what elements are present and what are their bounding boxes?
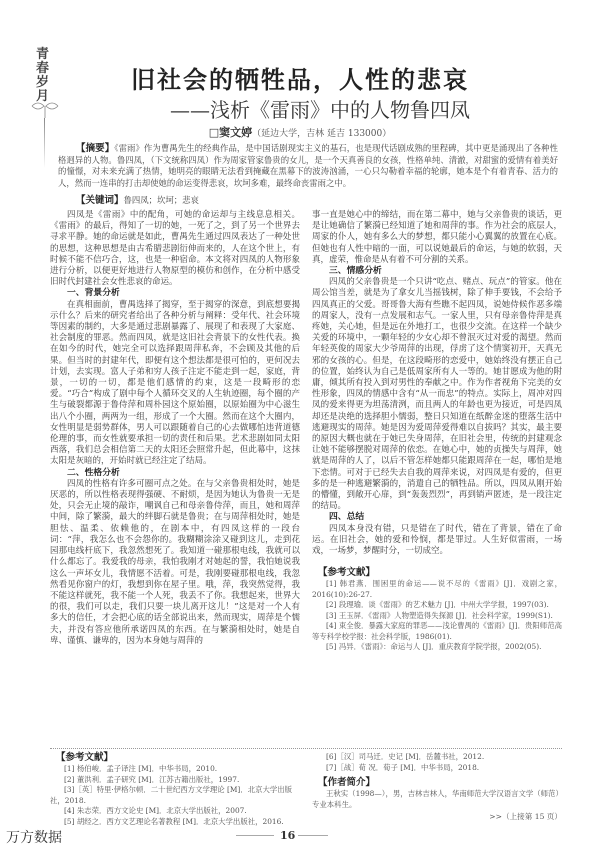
divider — [50, 748, 562, 749]
abstract-text: 《雷雨》作为曹禺先生的经典作品，是中国话剧现实主义的基石，也是现代话剧成熟的里程碑，其中更是涌现出了各种性格迥异的人物。鲁四凤，（下文统称四凤）作为周家管家鲁贵的女儿，是一个天真善良的女孩，性格单纯、清澈，对甜蜜的爱情有着美好的憧憬，对未来充满了热情，她明亮的眼睛无法看到掩藏在黑幕下的波涛汹涌，一心只勾勒着幸福的轮廓，她本是个有着青春、活力的人，然而一连串的打击却使她的命运变得悲哀，坎坷多难，最终命丧雷雨之中。 — [58, 143, 558, 188]
references-heading: 【参考文献】 — [56, 752, 114, 763]
reference-item: [7]［战］荀 况．荀子 [M]．中华书局，2018. — [326, 762, 480, 772]
reference-item: [5] 胡经之．西方文艺理论名著教程 [M]．北京大学出版社，2016. — [64, 816, 284, 826]
paragraph: 四凤的父亲鲁贵是一个只讲“吃点、赌点、玩点”的管家。他在周公馆当差，就是为了拿女儿当摇钱树，除了伸手要钱，不会给予四凤真正的父爱。哥哥鲁大海有些瞧不起四凤，说她侍候作恶多端的周家人，没有一点发展和志气。一家人里，只有母亲鲁侍萍是真疼她，关心她，但是远在外地打工，也很少交流。在这样一个缺少关爱的环境中，一颗年轻的少女心却不曾泯灭过对爱的渴望。然而年轻英俊的周家大少爷周萍的出现，俘虏了这个情窦初开，天真无邪的女孩的心。但是，在这段畸形的恋爱中，她始终没有摆正自己的位置，始终认为自己是低周家所有人一等的。她甘愿成为他的附庸，倾其所有投入到对男性的奉献之中。作为作者视角下完美的女性形象，四凤的情感中含有“从一而忠”的特点。实际上，周冲对四凤的爱来得更为坦荡清洌，而且两人的年龄也更为接近，可是四凤却还是决绝的选择胆小懦弱，整日只知道在纸醉金迷的堕落生活中逃避现实的周萍。她是因为爱周萍爱得难以自拔吗？其实，最主要的原因大概也就在于她已失身周萍，在旧社会里，传统的封建观念让她不能够摆脱对周萍的依恋。在她心中，她的贞操失与周萍，她就是周萍的人了，以后不管怎样她都只能跟周萍在一起，哪怕是地下恋情。可对于已经失去自我的周萍来说，对四凤是有爱的，但更多的是一种逃避繁漪的，消遣自己的牺牲品。所以，四凤从刚开始的懵懂，到敞开心扉，到“轰轰烈烈”，再到销声匿迹，是一段注定的结局。 — [312, 277, 562, 512]
section-heading: 四、总结 — [329, 512, 365, 523]
page-number-rule — [298, 835, 328, 836]
left-column — [50, 210, 300, 647]
reference-item: [6]［汉］司马迁．史记 [M]．岳麓书社，2012. — [326, 752, 485, 761]
affiliation: （延边大学，吉林 延吉 133000） — [252, 129, 392, 139]
paragraph: 四凤是《雷雨》中的配角，可她的命运却与主线息息相关。《雷雨》的最后，得知了一切的她，一死了之，到了另一个世界去寻求平静。她的命运就是如此，曹禺先生通过四凤表达了一种处世的思想，这种思想是由古希腊悲剧衍伸而来的，人在这个世上，有时候不能不信巧合，这，也是一种宿命。本文将对四凤的人物形象进行分析，以便更好地进行人物原型的模仿和创作，在分析中感受旧时代封建社会女性悲哀的命运。 — [50, 210, 300, 288]
keywords-text: 鲁四凤；坎坷；悲哀 — [123, 195, 199, 205]
section-label: 青春岁月 — [36, 47, 50, 104]
article-title: 旧社会的牺牲品，人性的悲哀 — [131, 66, 469, 94]
references-heading: 【参考文献】 — [318, 567, 376, 579]
other-references-continued — [312, 752, 562, 823]
author-bio-text: 王秋实（1998—），男，吉林吉林人，华南师范大学汉语言文学（师范）专业本科生。 — [312, 789, 560, 809]
continued-note: >>（上接第 15 页） — [489, 812, 562, 821]
reference-item: [1] 韩君燕．围困里的命运——说不尽的《雷雨》[J]．戏剧之家，2016(10):26-27. — [312, 579, 562, 599]
paragraph: 事一直是她心中的缔结，而在第二幕中，她与父亲鲁贵的谈话，更是让她确信了繁漪已经知道了她和周萍的事。作为社会的底层人，周家的仆人，她有多么大的梦想，都只能小心翼翼的放置在心底。但她也有人性中暗的一面，可以说她最后的命运，与她的软弱，天真，虚荣，惟命是从有着不可分割的关系。 — [312, 210, 562, 265]
author-name: 窦文婷 — [219, 126, 253, 139]
reference-item: [4] 束全俊．暴露大家庭的罪恶——浅论曹禺的《雷雨》[J]．贵阳师范高等专科学校学报：社会科学版，1986(01). — [312, 621, 562, 641]
reference-item: [5] 冯异．《雷雨》：命运与人 [J]．重庆教育学院学报，2002(05). — [326, 642, 542, 652]
section-heading: 二、性格分析 — [67, 467, 120, 478]
section-heading: 三、情感分析 — [329, 266, 382, 277]
page-number: 16 — [280, 829, 296, 842]
reference-item: [2] 董洪利．孟子研究 [M]．江苏古籍出版社，1997. — [64, 774, 240, 784]
reference-item: [3] 王玉屏．《雷雨》人物塑造得失探源 [J]．社会科学家，1999(S1). — [326, 610, 553, 620]
watermark: 万方数据 — [6, 830, 62, 846]
abstract-label: 【摘要】 — [76, 143, 115, 154]
right-column — [312, 210, 562, 653]
page-number-rule — [236, 835, 274, 836]
reference-item: [1] 杨伯峻．孟子译注 [M]．中华书局，2010. — [64, 764, 218, 773]
other-references — [50, 752, 300, 827]
abstract — [58, 143, 558, 189]
keywords — [76, 194, 199, 207]
paragraph: 四凤本身没有错，只是错在了时代，错在了背景，错在了命运。在旧社会，她的爱和怜悯，都是罪过。人生好似雷雨，一场戏，一场梦，梦醒时分，一切成空。 — [312, 523, 562, 557]
reference-item: [3]［英］特里·伊格尔顿．二十世纪西方文学理论 [M]．北京大学出版社，2018. — [50, 785, 293, 805]
keywords-label: 【关键词】 — [76, 195, 124, 206]
section-heading: 一、背景分析 — [67, 288, 120, 299]
paragraph: 四凤的性格有许多可圈可点之处。在与父亲鲁贵相处时，她是厌恶的，所以性格表现得强硬、不耐烦，是因为她认为鲁贵一无是处，只会无止境的敲诈，嘲讽自己和母亲鲁侍萍，而且，她和周萍中间，除了繁漪，最大的绊脚石就是鲁贵；在与周萍相处时，她是胆怯、温柔、依赖他的，在剧本中，有四凤这样的一段台词：“萍，我怎么也不会怨你的。我糊糊涂涂又碰到这儿，走到花园那电线杆底下，我忽然想死了。我知道一碰那根电线，我就可以什么都忘了。我爱我的母亲，我怕我刚才对她起的誓，我怕她说我这么一声坏女儿，我情愿不活着。可是，我刚要碰那根电线，我忽然看见你窗户的灯，我想到你在屋子里。哦，萍，我突然觉得，我不能这样就死，我不能一个人死，我丢不了你。我想起来，世界大的很，我们可以走，我们只要一块儿离开这儿！”这是对一个人有多大的信任，才会把心底的话全部说出来，然而现实，周萍是个懦夫，并没有答应他所承诺四凤的东西。在与繁漪相处时，她是自卑、谨慎、谦卑的，因为本身她与周萍的 — [50, 478, 300, 646]
reference-item: [4] 朱志荣．西方文论史 [M]．北京大学出版社，2007. — [64, 806, 247, 815]
author-bio-heading: 【作者简介】 — [318, 777, 376, 788]
reference-item: [2] 段理瑜．谈《雷雨》的艺术魅力 [J]．中州大学学报，1997(03). — [326, 600, 549, 610]
author-line — [0, 126, 600, 141]
author-mark: □ — [208, 126, 220, 139]
article-subtitle: ——浅析《雷雨》中的人物鲁四凤 — [170, 98, 470, 122]
paragraph: 在真相面前，曹禺选择了揭穿，至于揭穿的深意，到底想要揭示什么？后来的研究者给出了各种分析与阐释：受年代、社会环境等因素的制约，大多是通过悲剧暴露了、展现了和表现了大家庭、社会制度的罪恶。然而四凤，就是这旧社会背景下的女性代表。换在如今的时代，她完全可以选择跟周萍私奔，不会顾及其他的后果。但当时的封建年代，即便有这个想法都是很可怕的，更何况去计划，去实现。富人子弟和穷人孩子注定不能走到一起，家庭，背景，一切的一切，都是他们感情的约束，这是一段畸形的恋爱。“巧合”构成了剧中每个人循环交叉的人生轨迹圈，每个圈的产生与破裂都源于鲁侍萍和周朴园这个原始圈，以原始圈为中心滋生出八个小圈，两两为一组，形成了一个大圈。然而在这个大圈内，女性明显是弱势群体，男人可以跟随着自己的心去做哪怕违背道德伦理的事，而女性就要承担一切的责任和后果。艺术悲剧如同太阳西落，我们总会相信第二天的太阳还会照常升起，但此幕中，这抹太阳是灰暗的，开始时就已经注定了结局。 — [50, 299, 300, 467]
